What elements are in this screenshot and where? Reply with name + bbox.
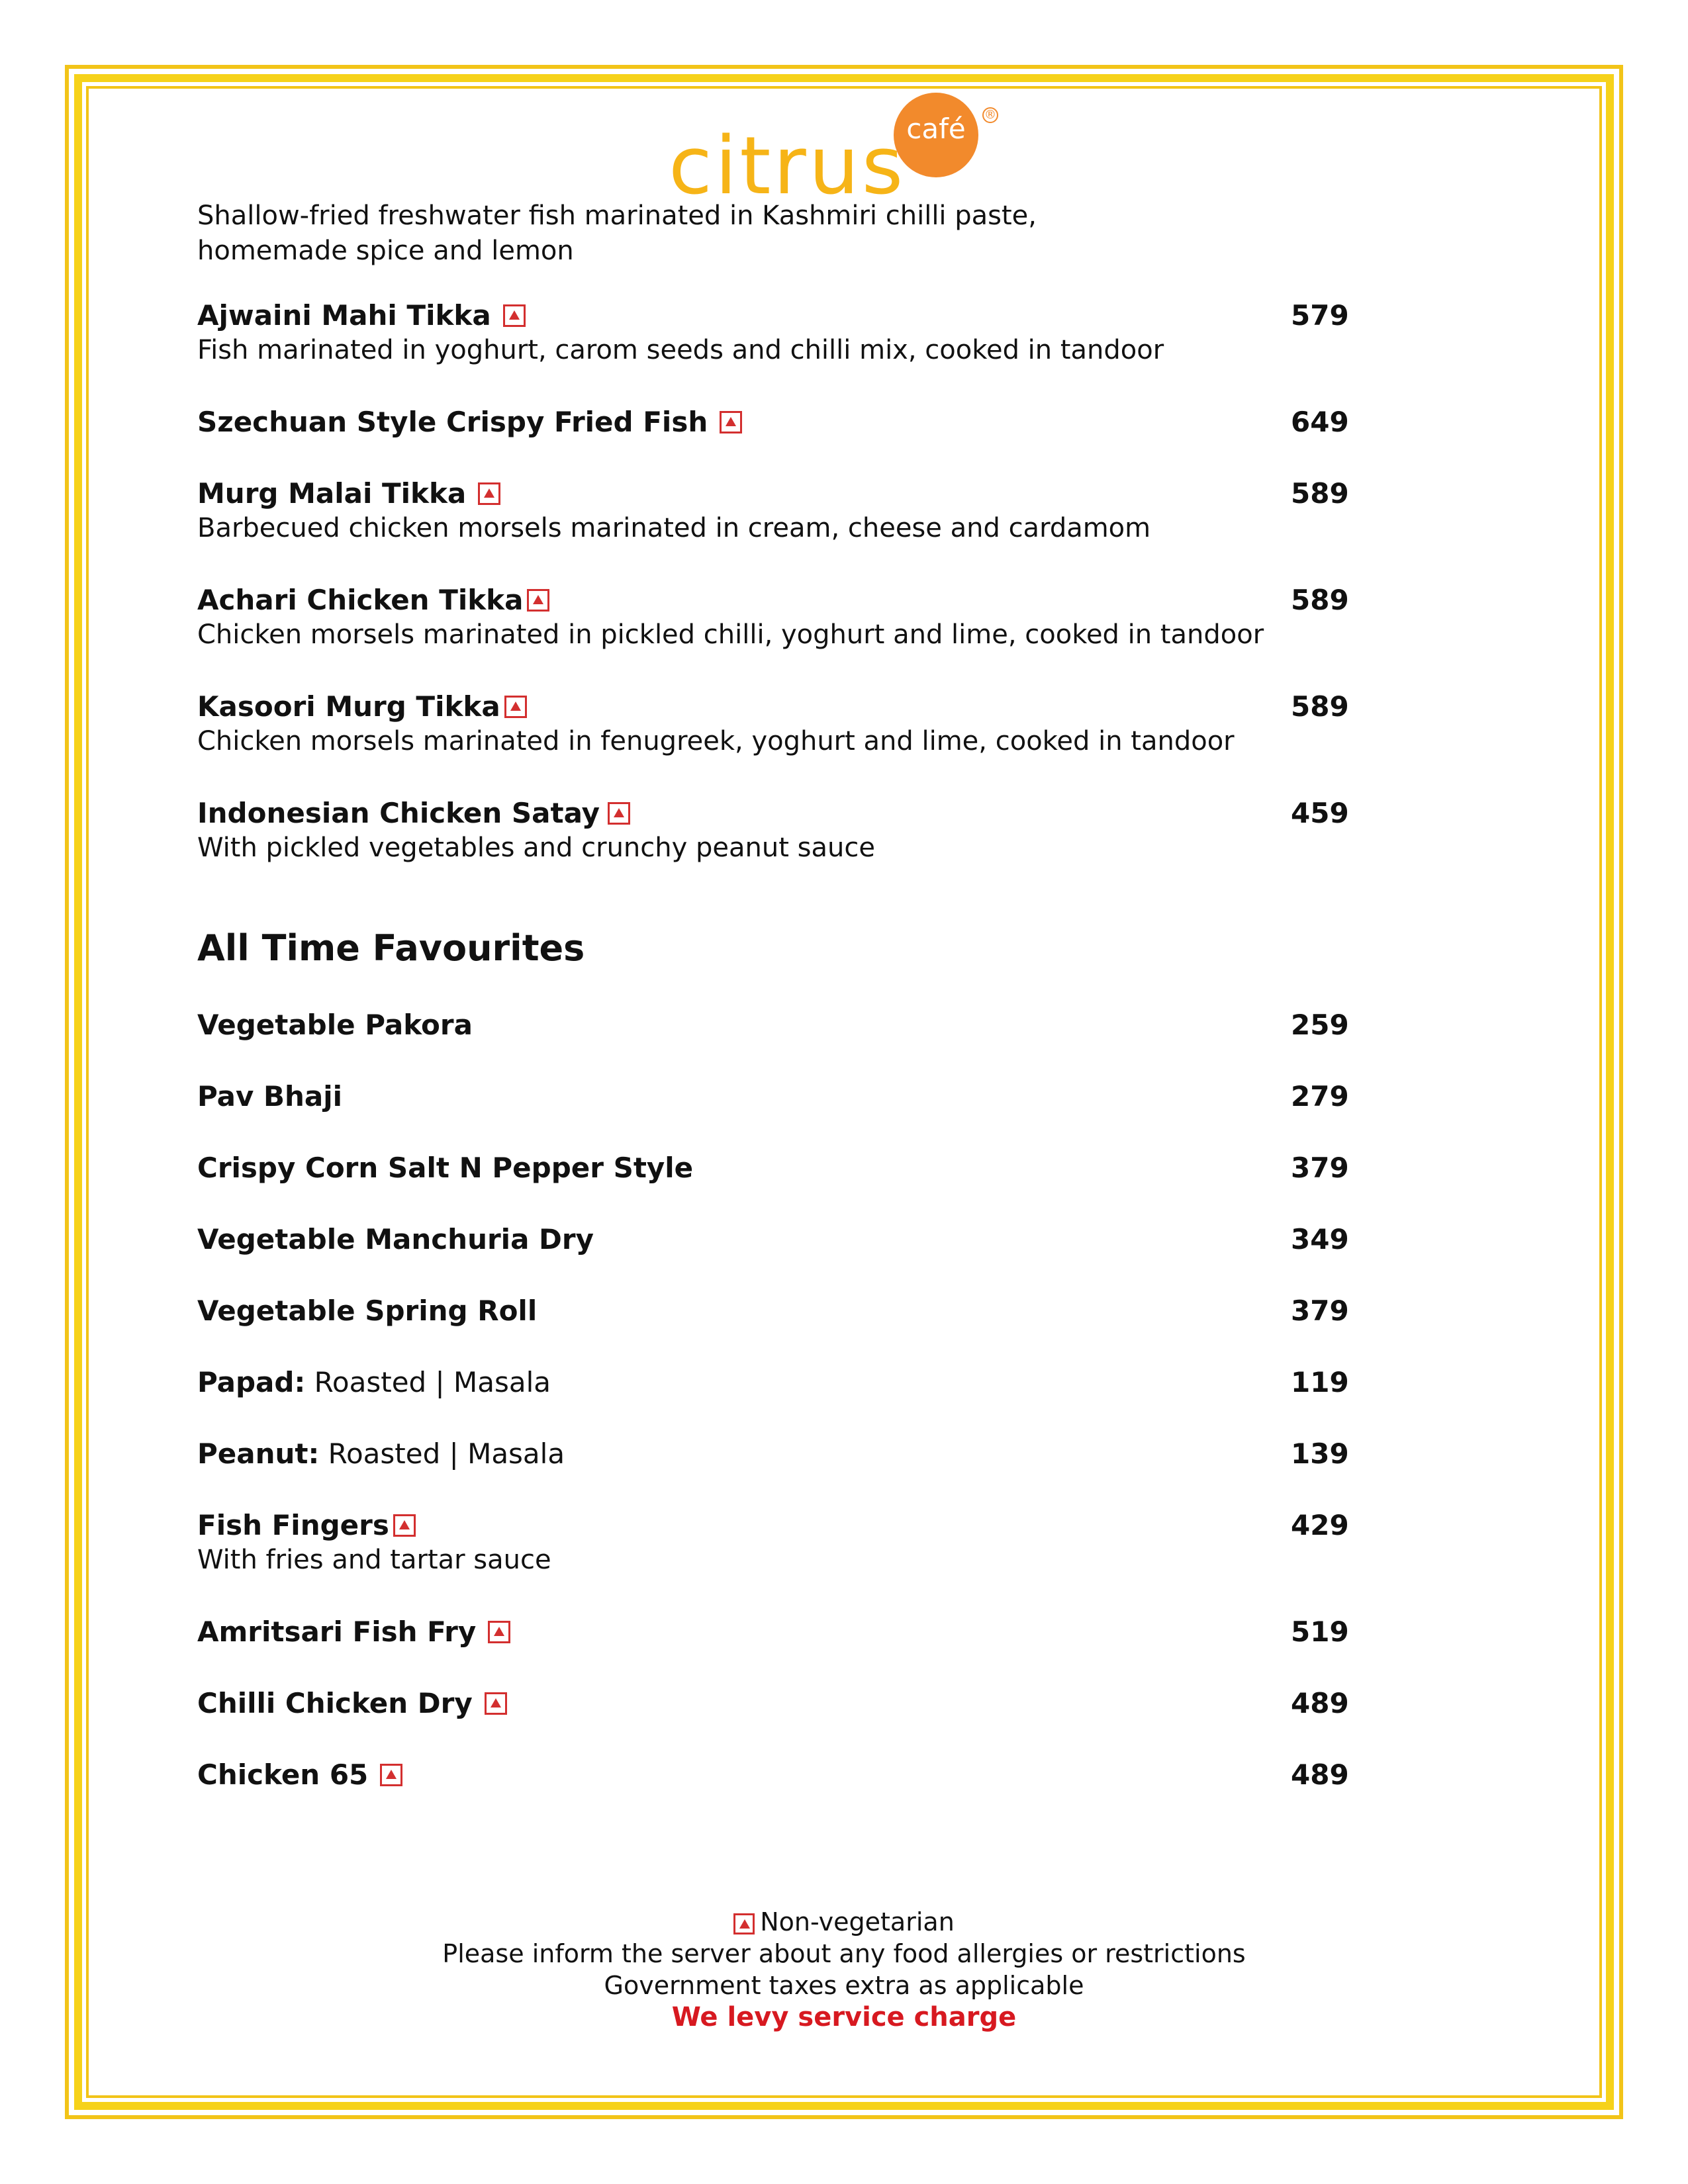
logo-registered-mark: ® [982, 107, 998, 123]
item-price: 579 [1291, 299, 1349, 332]
menu-item [197, 404, 1349, 439]
item-name: Vegetable Pakora [197, 1009, 473, 1041]
menu-item [197, 1293, 1349, 1328]
item-name: Papad: [197, 1366, 306, 1398]
item-name: Achari Chicken Tikka [197, 584, 524, 616]
item-price: 589 [1291, 584, 1349, 616]
item-price: 259 [1291, 1009, 1349, 1041]
service-charge-note: We levy service charge [671, 2002, 1017, 2032]
item-name: Peanut: [197, 1437, 320, 1470]
menu-content [197, 199, 1349, 1829]
item-price: 519 [1291, 1615, 1349, 1648]
allergy-note: Please inform the server about any food allergies or restrictions [442, 1939, 1246, 1968]
menu-item [197, 1222, 1349, 1257]
menu-footer [397, 1906, 1291, 2033]
item-price: 429 [1291, 1509, 1349, 1541]
item-name: Chicken 65 [197, 1758, 369, 1791]
non-veg-icon [478, 482, 500, 505]
item-name: Crispy Corn Salt N Pepper Style [197, 1152, 694, 1184]
item-name: Szechuan Style Crispy Fried Fish [197, 406, 708, 438]
item-options: Roasted | Masala [305, 1366, 551, 1398]
menu-item [197, 298, 1349, 368]
menu-item [197, 1079, 1349, 1114]
item-name: Indonesian Chicken Satay [197, 797, 600, 829]
item-name: Kasoori Murg Tikka [197, 690, 500, 723]
item-description: Chicken morsels marinated in pickled chilli, yoghurt and lime, cooked in tandoor [197, 619, 1264, 650]
menu-item [197, 1614, 1349, 1649]
item-price: 349 [1291, 1223, 1349, 1255]
item-name: Vegetable Manchuria Dry [197, 1223, 594, 1255]
item-price: 649 [1291, 406, 1349, 438]
menu-item [197, 1150, 1349, 1185]
taxes-note: Government taxes extra as applicable [604, 1971, 1084, 2000]
non-veg-icon [503, 304, 526, 327]
item-price: 379 [1291, 1295, 1349, 1327]
item-price: 589 [1291, 690, 1349, 723]
menu-item [197, 1436, 1349, 1471]
menu-item [197, 1365, 1349, 1400]
menu-item [197, 1508, 1349, 1578]
item-name: Vegetable Spring Roll [197, 1295, 538, 1327]
favourites-list [197, 1007, 1349, 1792]
menu-item [197, 1757, 1349, 1792]
item-price: 279 [1291, 1080, 1349, 1113]
non-veg-icon [527, 589, 549, 612]
menu-item [197, 689, 1349, 759]
item-name: Fish Fingers [197, 1509, 389, 1541]
menu-item [197, 796, 1349, 866]
item-description: Barbecued chicken morsels marinated in cream, cheese and cardamom [197, 513, 1151, 543]
non-veg-icon [488, 1621, 510, 1643]
item-description: Chicken morsels marinated in fenugreek, yoghurt and lime, cooked in tandoor [197, 726, 1235, 756]
item-name: Chilli Chicken Dry [197, 1687, 473, 1719]
item-price: 489 [1291, 1758, 1349, 1791]
legend-label: Non-vegetarian [760, 1907, 955, 1936]
item-description: With fries and tartar sauce [197, 1545, 551, 1575]
item-price: 589 [1291, 477, 1349, 510]
item-description: With pickled vegetables and crunchy peanut sauce [197, 833, 875, 863]
non-veg-legend [397, 1906, 1291, 1938]
non-veg-icon [608, 802, 630, 825]
menu-item [197, 476, 1349, 546]
menu-items [197, 298, 1349, 866]
logo-badge-text: café [906, 113, 966, 145]
non-veg-icon [720, 411, 742, 433]
menu-item [197, 1686, 1349, 1721]
logo-wordmark: citrus [669, 120, 906, 212]
item-name: Amritsari Fish Fry [197, 1615, 477, 1648]
item-price: 139 [1291, 1437, 1349, 1470]
non-veg-icon [504, 696, 527, 718]
item-name: Murg Malai Tikka [197, 477, 467, 510]
non-veg-icon [393, 1514, 416, 1537]
non-veg-icon [485, 1692, 507, 1715]
intro-description: Shallow-fried freshwater fish marinated in Kashmiri chilli paste, homemade spice and lemon [197, 201, 1037, 266]
section-heading: All Time Favourites [197, 927, 585, 969]
non-veg-icon [733, 1913, 755, 1934]
menu-item [197, 1007, 1349, 1042]
item-description: Fish marinated in yoghurt, carom seeds and chilli mix, cooked in tandoor [197, 335, 1164, 365]
item-price: 459 [1291, 797, 1349, 829]
item-price: 119 [1291, 1366, 1349, 1398]
item-price: 489 [1291, 1687, 1349, 1719]
item-name: Pav Bhaji [197, 1080, 343, 1113]
item-options: Roasted | Masala [319, 1437, 565, 1470]
menu-item [197, 582, 1349, 653]
non-veg-icon [380, 1764, 402, 1786]
item-price: 379 [1291, 1152, 1349, 1184]
item-name: Ajwaini Mahi Tikka [197, 299, 491, 332]
